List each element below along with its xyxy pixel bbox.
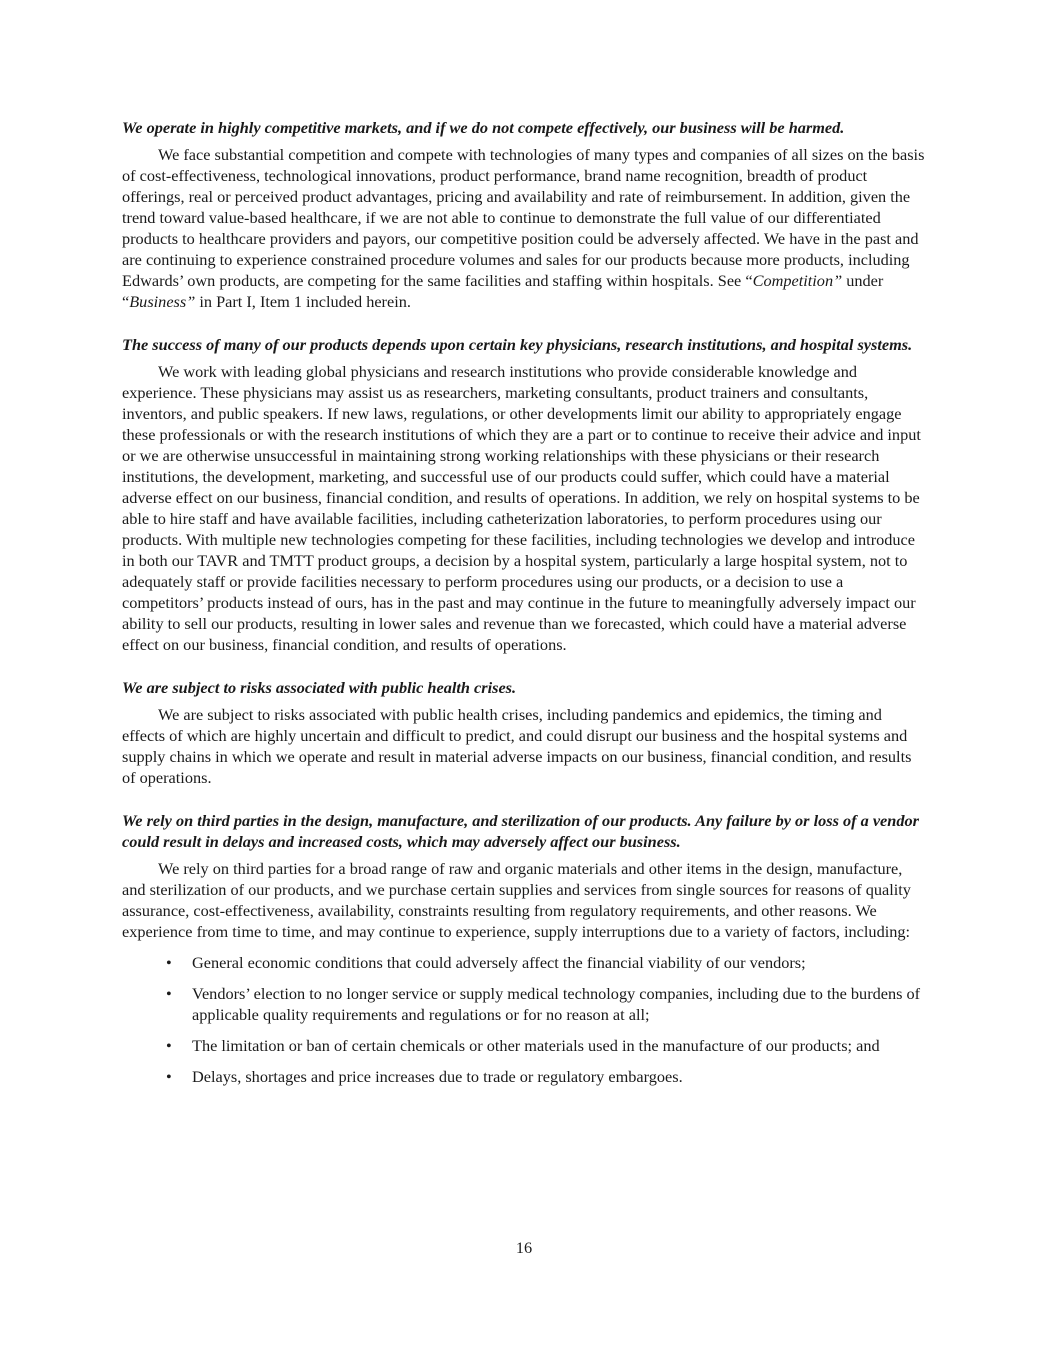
bullet-item: [122, 983, 928, 1025]
competition-reference: Competition”: [752, 271, 843, 290]
bullet-text: Vendors’ election to no longer service or supply medical technology companies, including due to the burdens of applicable quality requirements and regulations or for no reason at all;: [192, 984, 921, 1024]
section-key-physicians: [122, 334, 928, 655]
section-paragraph: [122, 144, 928, 312]
section-paragraph: We rely on third parties for a broad range of raw and organic materials and other items in the design, manufacture, and sterilization of our products, and we purchase certain supplies and services from single sources for reasons of quality assurance, cost-effectiveness, availability, constraints resulting from regulatory requirements, and other reasons. We experience from time to time, and may continue to experience, supply interruptions due to a variety of factors, including:: [122, 859, 911, 941]
bullet-icon: •: [166, 1067, 172, 1086]
section-heading: We are subject to risks associated with public health crises.: [122, 678, 517, 697]
bullet-icon: •: [166, 984, 172, 1003]
bullet-item: [122, 1035, 928, 1056]
bullet-item: [122, 952, 928, 973]
section-heading: We rely on third parties in the design, manufacture, and sterilization of our products. Any failure by or loss of a vendor could result in delays and increased costs, which may adversely affect our business.: [122, 811, 919, 851]
section-competition: [122, 117, 928, 312]
paragraph-text: in Part I, Item 1 included herein.: [195, 292, 411, 311]
bullet-item: [122, 1066, 928, 1087]
bullet-icon: •: [166, 1036, 172, 1055]
bullet-list: [122, 952, 928, 1087]
bullet-text: Delays, shortages and price increases due to trade or regulatory embargoes.: [192, 1067, 683, 1086]
paragraph-text: We face substantial competition and compete with technologies of many types and companies of all sizes on the basis of cost-effectiveness, technological innovations, product performance, brand name recognition, breadth of product offerings, real or perceived product advantages, pricing and availability and rate of reimbursement. In addition, given the trend toward value-based healthcare, if we are not able to continue to demonstrate the full value of our differentiated products to healthcare providers and payors, our competitive position could be adversely affected. We have in the past and are continuing to experience constrained procedure volumes and sales for our products because more products, including Edwards’ own products, are competing for the same facilities and staffing within hospitals. See “: [122, 145, 925, 290]
section-heading: We operate in highly competitive markets, and if we do not compete effectively, our business will be harmed.: [122, 118, 845, 137]
page-number: 16: [515, 1238, 533, 1257]
bullet-text: General economic conditions that could adversely affect the financial viability of our vendors;: [192, 953, 806, 972]
section-paragraph: We are subject to risks associated with public health crises, including pandemics and epidemics, the timing and effects of which are highly uncertain and difficult to predict, and could disrupt our business and the hospital systems and supply chains in which we operate and result in material adverse impacts on our business, financial condition, and results of operations.: [122, 705, 912, 787]
section-public-health: [122, 677, 928, 788]
paragraph-text: under “: [122, 271, 884, 311]
section-heading: The success of many of our products depends upon certain key physicians, research institutions, and hospital systems.: [122, 335, 913, 354]
section-paragraph: We work with leading global physicians and research institutions who provide considerable knowledge and experience. These physicians may assist us as researchers, marketing consultants, product trainers and consultants, inventors, and public speakers. If new laws, regulations, or other developments limit our ability to appropriately engage these professionals or with the research institutions of which they are a part or to continue to receive their advice and input or we are otherwise unsuccessful in maintaining strong working relationships with these physicians or their research institutions, the development, marketing, and successful use of our products could suffer, which could have a material adverse effect on our business, financial condition, and results of operations. In addition, we rely on hospital systems to be able to hire staff and have available facilities, including catheterization laboratories, to perform procedures using our products. With multiple new technologies competing for these facilities, including technologies we develop and introduce in both our TAVR and TMTT product groups, a decision by a hospital system, particularly a large hospital system, not to adequately staff or provide facilities necessary to perform procedures using our products, or a decision to use a competitors’ products instead of ours, has in the past and may continue in the future to meaningfully adversely impact our ability to sell our products, resulting in lower sales and revenue than we forecasted, which could have a material adverse effect on our business, financial condition, and results of operations.: [122, 362, 921, 654]
document-page: [122, 117, 928, 1109]
business-reference: Business”: [129, 292, 196, 311]
bullet-text: The limitation or ban of certain chemicals or other materials used in the manufacture of our products; and: [192, 1036, 880, 1055]
section-third-parties: [122, 810, 928, 1087]
bullet-icon: •: [166, 953, 172, 972]
